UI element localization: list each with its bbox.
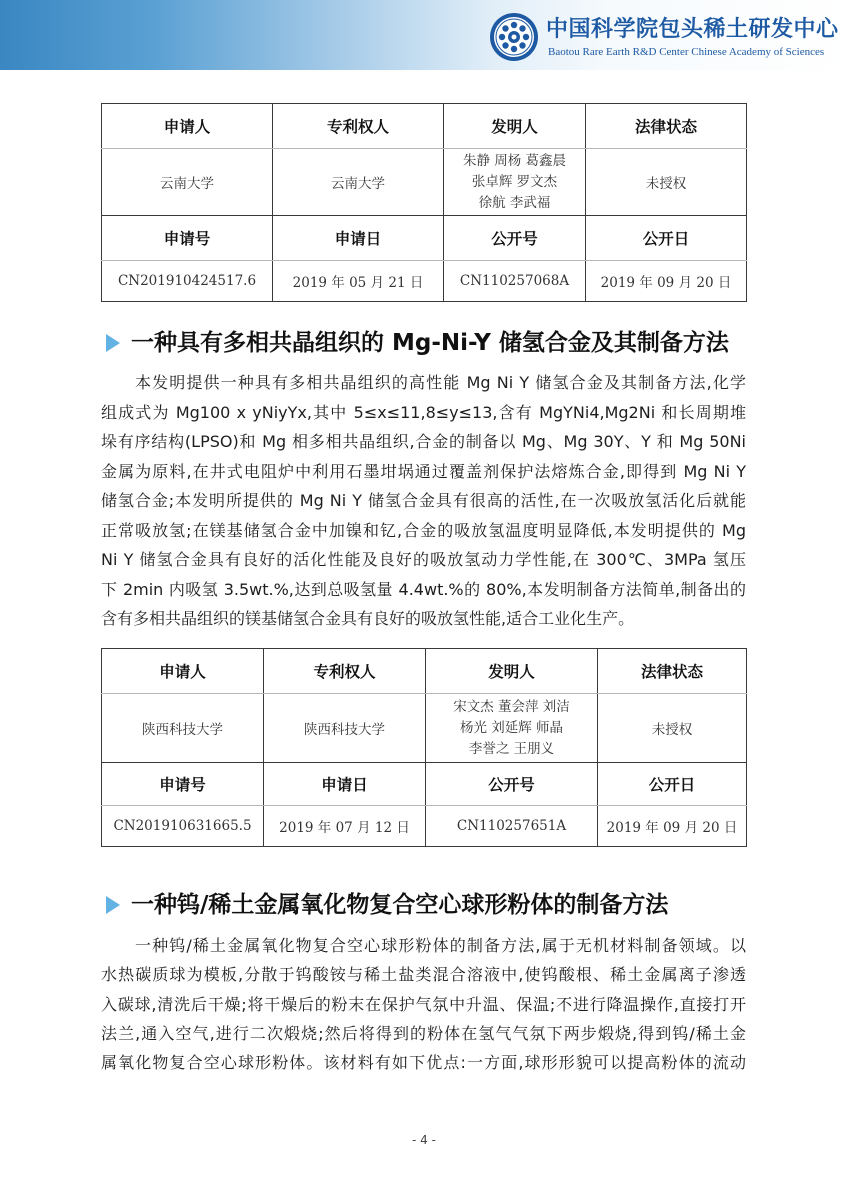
publication-date-label: 公开日 [586, 216, 747, 261]
paragraph-line: 组成式为 Mg100 x yNiyYx,其中 5≤x≤11,8≤y≤13,含有 MgYNi4,Mg2Ni 和长周期堆 [101, 402, 746, 422]
inventor-line: 宋文杰 董会萍 刘洁 [453, 698, 570, 715]
applicant-value: 陕西科技大学 [102, 694, 264, 763]
publication-no-value: CN110257651A [426, 806, 598, 847]
abstract-paragraph [101, 368, 746, 634]
paragraph-line: 金属为原料,在井式电阻炉中利用石墨坩埚通过覆盖剂保护法熔炼合金,即得到 Mg Ni Y [101, 461, 746, 481]
publication-no-label: 公开号 [444, 216, 586, 261]
inventor-line: 朱静 周杨 葛鑫晨 [462, 152, 567, 169]
patentee-value: 云南大学 [273, 149, 444, 216]
table-row [102, 261, 747, 302]
paragraph-line: Ni Y 储氢合金具有良好的活化性能及良好的吸放氢动力学性能,在 300℃、3MPa 氢压 [101, 550, 746, 569]
inventors-label: 发明人 [426, 649, 598, 694]
triangle-bullet-icon [106, 896, 120, 914]
applicant-label: 申请人 [102, 104, 273, 149]
inventors-label: 发明人 [444, 104, 586, 149]
patent-info-table-middle [101, 648, 747, 847]
inventor-line: 李誉之 王朋义 [468, 740, 555, 757]
application-no-value: CN201910631665.5 [102, 806, 264, 847]
inventor-line: 杨光 刘延辉 师晶 [459, 719, 564, 736]
inventor-line: 张卓辉 罗文杰 [471, 173, 558, 190]
inventor-line: 徐航 李武福 [478, 194, 551, 211]
applicant-value: 云南大学 [102, 149, 273, 216]
legal-status-label: 法律状态 [598, 649, 747, 694]
abstract-paragraph [101, 931, 746, 1077]
application-no-value: CN201910424517.6 [102, 261, 273, 302]
application-no-label: 申请号 [102, 216, 273, 261]
paragraph-line: 垛有序结构(LPSO)和 Mg 相多相共晶组织,合金的制备以 Mg、Mg 30Y、Y 和 Mg 50Ni [101, 432, 746, 451]
paragraph-line: 属氧化物复合空心球形粉体。该材料有如下优点:一方面,球形形貌可以提高粉体的流动 [101, 1053, 746, 1072]
publication-date-value: 2019 年 09 月 20 日 [598, 806, 747, 847]
paragraph-line: 一种钨/稀土金属氧化物复合空心球形粉体的制备方法,属于无机材料制备领域。以 [135, 936, 746, 955]
paragraph-line: 本发明提供一种具有多相共晶组织的高性能 Mg Ni Y 储氢合金及其制备方法,化学 [135, 373, 746, 392]
org-name-en: Baotou Rare Earth R&D Center Chinese Academy of Sciences [548, 46, 825, 58]
application-no-label: 申请号 [102, 763, 264, 806]
table-row [102, 806, 747, 847]
table-header-row [102, 649, 747, 694]
page-number: - 4 - [412, 1133, 436, 1147]
application-date-value: 2019 年 05 月 21 日 [273, 261, 444, 302]
patentee-label: 专利权人 [273, 104, 444, 149]
application-date-label: 申请日 [273, 216, 444, 261]
application-date-label: 申请日 [264, 763, 426, 806]
paragraph-line: 法兰,通入空气,进行二次煅烧;然后将得到的粉体在氢气气氛下两步煅烧,得到钨/稀土金 [101, 1023, 746, 1043]
section-title: 一种具有多相共晶组织的 Mg-Ni-Y 储氢合金及其制备方法 [131, 330, 729, 356]
legal-status-value: 未授权 [586, 149, 747, 216]
publication-no-value: CN110257068A [444, 261, 586, 302]
cas-emblem-icon [489, 12, 539, 62]
table-row [102, 149, 747, 216]
table-header-row [102, 104, 747, 149]
paragraph-line: 正常吸放氢;在镁基储氢合金中加镍和钇,合金的吸放氢温度明显降低,本发明提供的 Mg [101, 520, 746, 540]
triangle-bullet-icon [106, 334, 120, 352]
legal-status-value: 未授权 [598, 694, 747, 763]
paragraph-line: 入碳球,清洗后干燥;将干燥后的粉末在保护气氛中升温、保温;不进行降温操作,直接打开 [101, 994, 746, 1014]
publication-date-label: 公开日 [598, 763, 747, 806]
org-name-cn: 中国科学院包头稀土研发中心 [546, 16, 839, 42]
patentee-value: 陕西科技大学 [264, 694, 426, 763]
inventors-value [444, 149, 586, 216]
inventors-value [426, 694, 598, 763]
patentee-label: 专利权人 [264, 649, 426, 694]
paragraph-line: 含有多相共晶组织的镁基储氢合金具有良好的吸放氢性能,适合工业化生产。 [101, 609, 635, 628]
paragraph-line: 储氢合金;本发明所提供的 Mg Ni Y 储氢合金具有很高的活性,在一次吸放氢活化后就能 [101, 491, 746, 510]
table-header-row [102, 763, 747, 806]
publication-no-label: 公开号 [426, 763, 598, 806]
table-header-row [102, 216, 747, 261]
table-row [102, 694, 747, 763]
paragraph-line: 水热碳质球为模板,分散于钨酸铵与稀土盐类混合溶液中,使钨酸根、稀土金属离子渗透 [101, 965, 746, 985]
application-date-value: 2019 年 07 月 12 日 [264, 806, 426, 847]
applicant-label: 申请人 [102, 649, 264, 694]
publication-date-value: 2019 年 09 月 20 日 [586, 261, 747, 302]
section-title: 一种钨/稀土金属氧化物复合空心球形粉体的制备方法 [131, 892, 669, 918]
legal-status-label: 法律状态 [586, 104, 747, 149]
patent-info-table-top [101, 103, 747, 302]
paragraph-line: 下 2min 内吸氢 3.5wt.%,达到总吸氢量 4.4wt.%的 80%,本发明制备方法简单,制备出的 [101, 579, 746, 599]
